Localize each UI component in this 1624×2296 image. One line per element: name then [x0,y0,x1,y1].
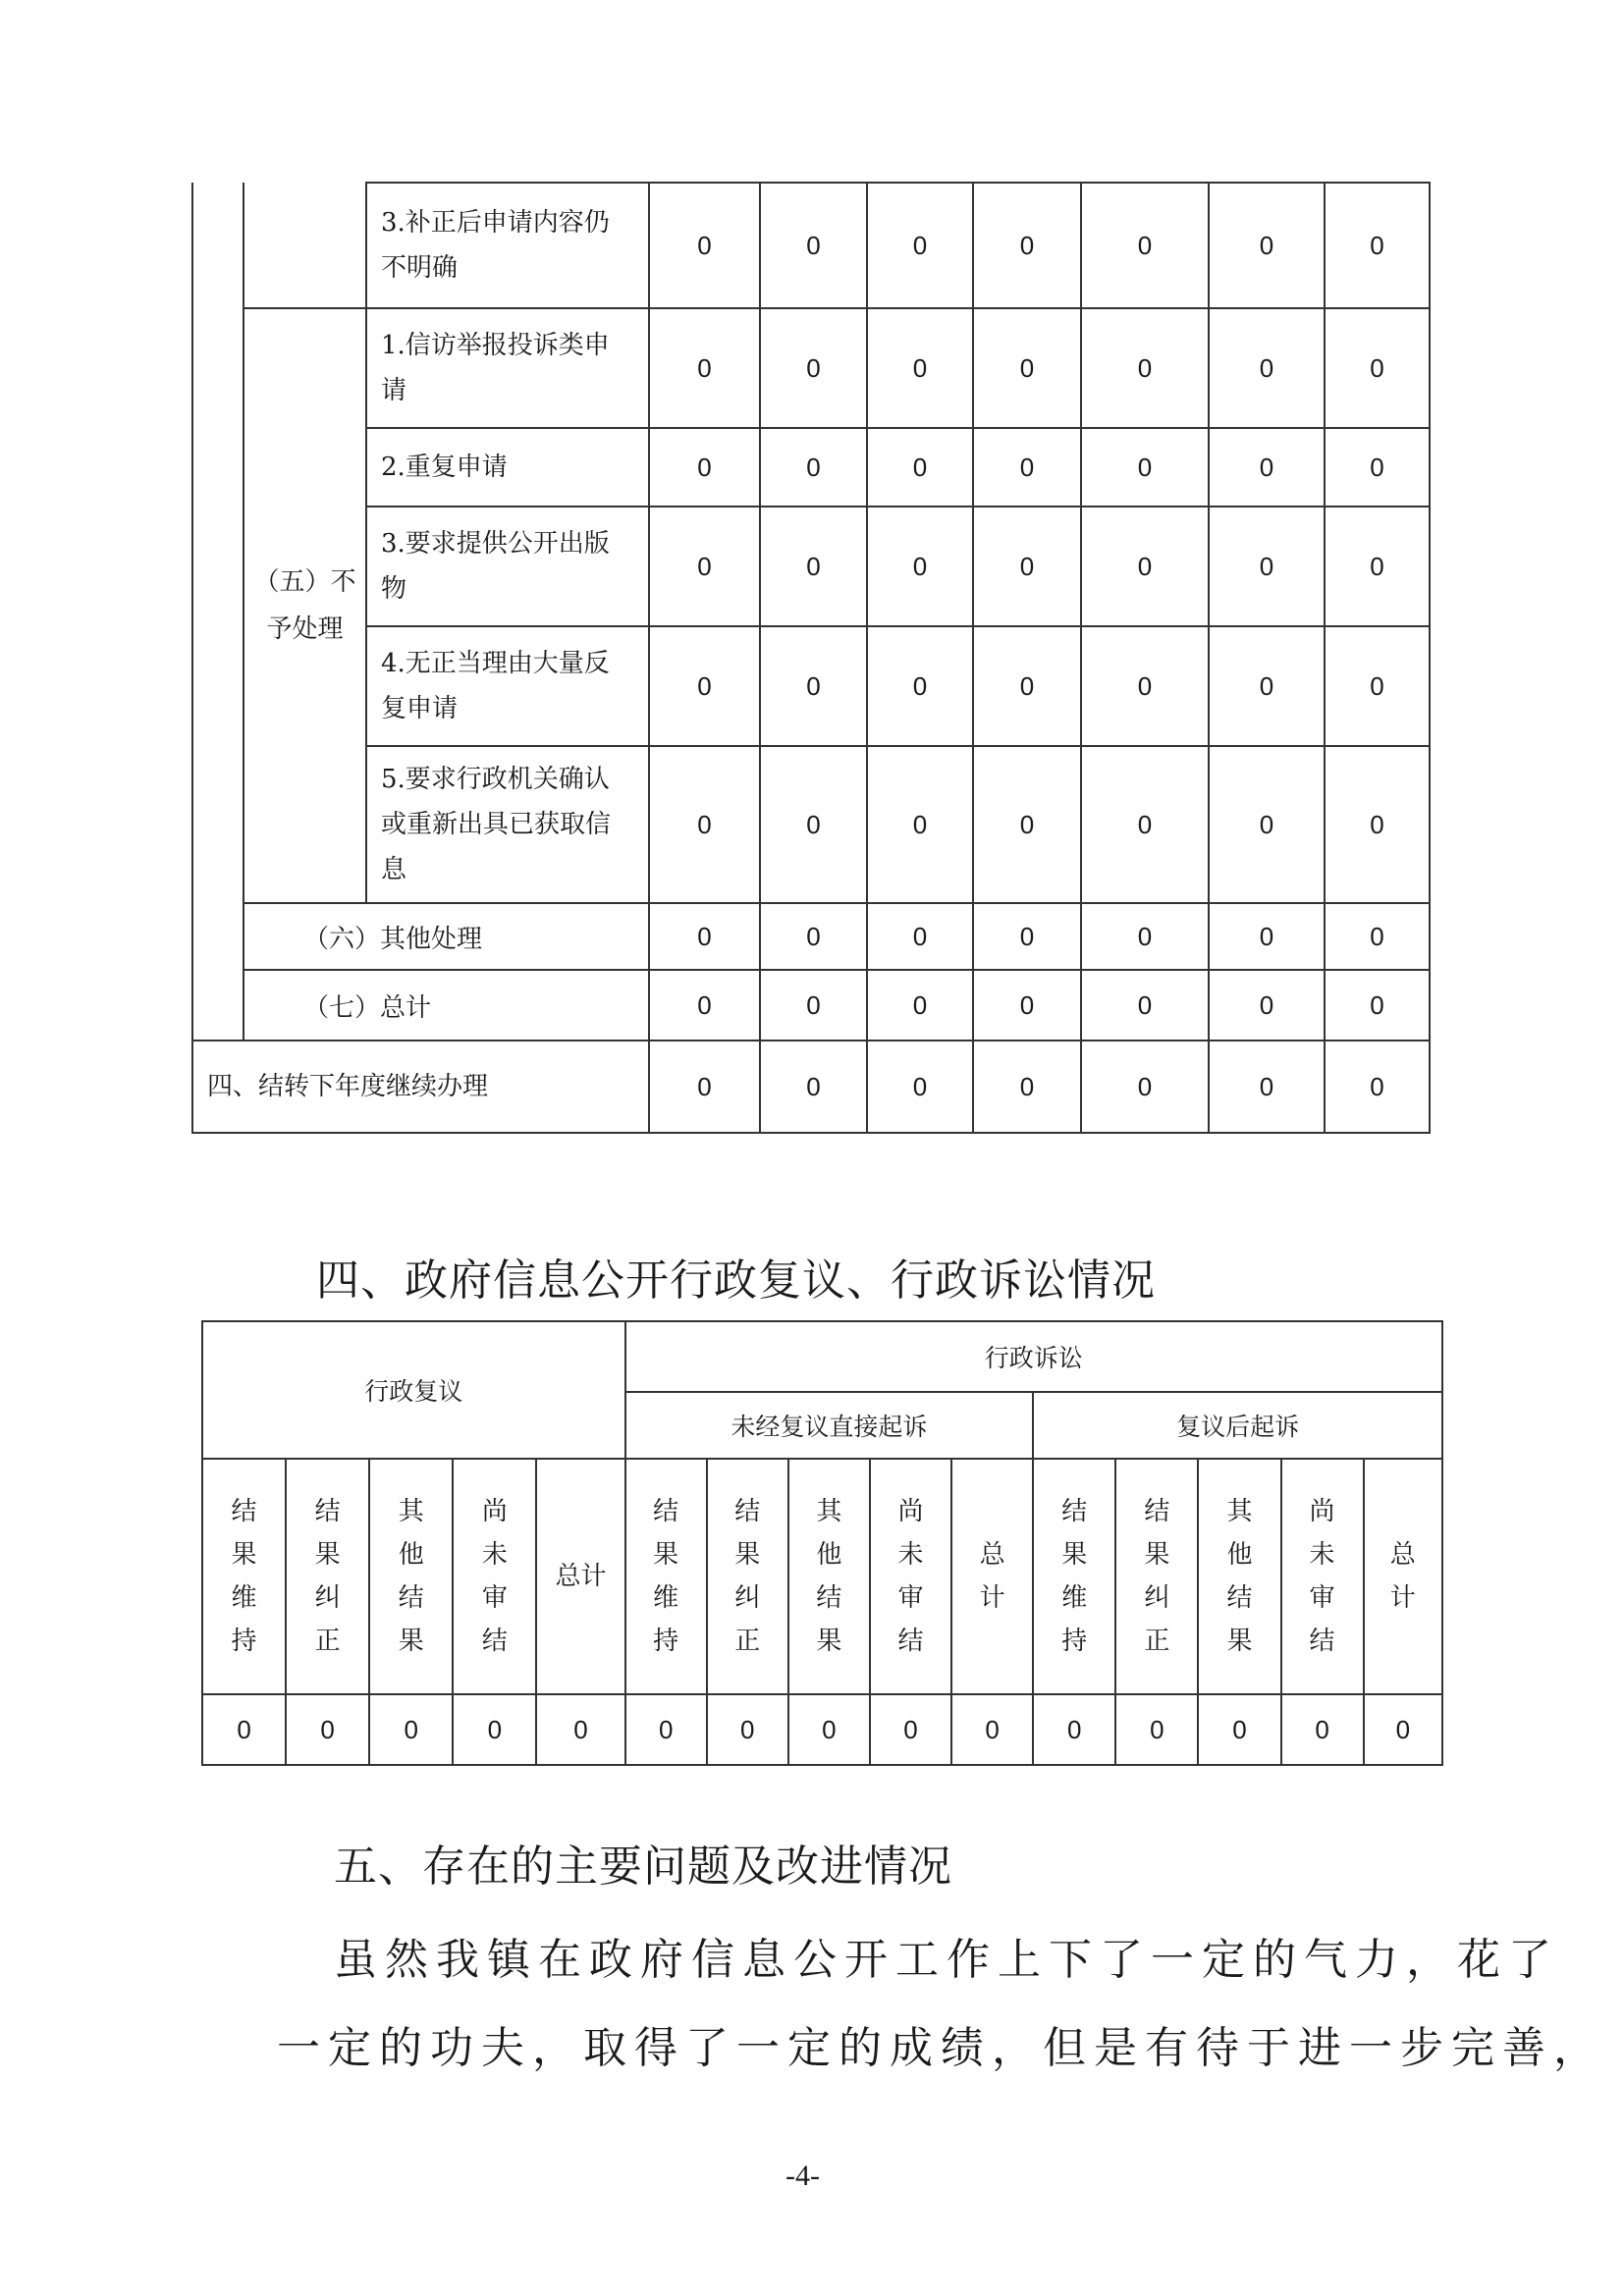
count-cell: 0 [760,308,867,428]
column-header-text: 结果纠正 [1144,1497,1170,1656]
count-cell: 0 [1325,1041,1430,1133]
item-label: 1.信访举报投诉类申请 [366,308,649,428]
count-cell: 0 [951,1694,1033,1765]
count-cell: 0 [453,1694,536,1765]
count-cell: 0 [1081,903,1209,970]
count-cell: 0 [973,428,1081,507]
litigation-header: 行政诉讼 [625,1321,1442,1392]
count-cell: 0 [649,903,760,970]
count-cell: 0 [707,1694,788,1765]
count-cell: 0 [1081,507,1209,626]
column-header [369,1459,453,1694]
column-header-text: 总计 [979,1540,1005,1613]
paragraph-line: 虽然我镇在政府信息公开工作上下了一定的气力，花了 [334,1935,1559,1985]
count-cell: 0 [867,183,973,308]
column-header [1281,1459,1364,1694]
count-cell: 0 [973,183,1081,308]
column-header [1033,1459,1115,1694]
column-header-text: 结果维持 [653,1497,679,1656]
count-cell: 0 [973,1041,1081,1133]
count-cell: 0 [1081,970,1209,1041]
table-row [192,626,1430,746]
item-label: 3.要求提供公开出版物 [366,507,649,626]
count-cell: 0 [867,308,973,428]
count-cell: 0 [867,903,973,970]
count-cell: 0 [1364,1694,1442,1765]
column-header-text: 总计 [555,1562,607,1591]
other-processing-label: （六）其他处理 [244,903,649,970]
count-cell: 0 [870,1694,951,1765]
count-cell: 0 [788,1694,870,1765]
count-cell: 0 [649,308,760,428]
category-five-label: （五）不予处理 [244,308,366,903]
count-cell: 0 [369,1694,453,1765]
column-header-text: 尚未审结 [481,1497,508,1656]
table-row [192,428,1430,507]
count-cell: 0 [1209,746,1325,903]
count-cell: 0 [973,308,1081,428]
count-cell: 0 [1325,308,1430,428]
count-cell: 0 [760,626,867,746]
count-cell: 0 [760,746,867,903]
count-cell: 0 [1281,1694,1364,1765]
count-cell: 0 [1081,1041,1209,1133]
column-header [1198,1459,1280,1694]
count-cell: 0 [202,1694,286,1765]
count-cell: 0 [867,746,973,903]
table-row [192,903,1430,970]
count-cell: 0 [536,1694,624,1765]
count-cell: 0 [867,970,973,1041]
table-row [192,308,1430,428]
count-cell: 0 [625,1694,707,1765]
count-cell: 0 [1325,970,1430,1041]
count-cell: 0 [760,183,867,308]
count-cell: 0 [1115,1694,1198,1765]
count-cell: 0 [1081,428,1209,507]
column-header [625,1459,707,1694]
column-header-text: 结果纠正 [314,1497,341,1656]
item-label: 2.重复申请 [366,428,649,507]
column-header-text: 尚未审结 [1309,1497,1335,1656]
column-header [1364,1459,1442,1694]
count-cell: 0 [1325,507,1430,626]
count-cell: 0 [973,507,1081,626]
item-label: 4.无正当理由大量反复申请 [366,626,649,746]
column-header-text: 结果维持 [231,1497,257,1656]
table-row [192,183,1430,308]
direct-suit-header: 未经复议直接起诉 [625,1392,1034,1459]
count-cell: 0 [1081,183,1209,308]
blank-indent-cell [192,183,244,903]
count-cell: 0 [1325,183,1430,308]
review-header: 行政复议 [202,1321,625,1459]
column-header-text: 其他结果 [816,1497,842,1656]
section4-heading: 四、政府信息公开行政复议、行政诉讼情况 [316,1255,1156,1306]
blank-indent-cell [192,970,244,1041]
after-review-header: 复议后起诉 [1033,1392,1442,1459]
carry-over-label: 四、结转下年度继续办理 [192,1041,649,1133]
blank-category-cell [244,183,366,308]
item-label: 3.补正后申请内容仍不明确 [366,183,649,308]
column-header-text: 结果维持 [1061,1497,1088,1656]
count-cell: 0 [1325,428,1430,507]
count-cell: 0 [649,970,760,1041]
count-cell: 0 [649,507,760,626]
count-cell: 0 [1081,626,1209,746]
column-header-text: 总计 [1389,1540,1416,1613]
table-row [202,1694,1442,1765]
count-cell: 0 [1081,746,1209,903]
count-cell: 0 [760,1041,867,1133]
section5-heading: 五、存在的主要问题及改进情况 [334,1842,952,1892]
column-header [707,1459,788,1694]
column-header [870,1459,951,1694]
count-cell: 0 [1209,308,1325,428]
count-cell: 0 [867,1041,973,1133]
count-cell: 0 [973,903,1081,970]
column-header [202,1459,286,1694]
count-cell: 0 [1209,183,1325,308]
total-label: （七）总计 [244,970,649,1041]
count-cell: 0 [760,903,867,970]
count-cell: 0 [1081,308,1209,428]
count-cell: 0 [1325,903,1430,970]
column-header [453,1459,536,1694]
column-header-text: 其他结果 [398,1497,424,1656]
count-cell: 0 [1209,970,1325,1041]
count-cell: 0 [760,970,867,1041]
count-cell: 0 [1209,626,1325,746]
count-cell: 0 [1209,1041,1325,1133]
table-row [192,746,1430,903]
paragraph-line: 一定的功夫，取得了一定的成绩，但是有待于进一步完善， [277,2023,1604,2073]
table-row [202,1321,1442,1392]
count-cell: 0 [1209,428,1325,507]
count-cell: 0 [973,626,1081,746]
table-row [192,1041,1430,1133]
count-cell: 0 [649,626,760,746]
column-header [951,1459,1033,1694]
column-header [536,1459,624,1694]
column-header-text: 尚未审结 [897,1497,924,1656]
table-row [202,1459,1442,1694]
count-cell: 0 [1325,746,1430,903]
count-cell: 0 [649,1041,760,1133]
count-cell: 0 [1033,1694,1115,1765]
count-cell: 0 [867,507,973,626]
count-cell: 0 [649,428,760,507]
count-cell: 0 [1198,1694,1280,1765]
column-header [286,1459,369,1694]
count-cell: 0 [649,183,760,308]
table-row [192,970,1430,1041]
count-cell: 0 [1209,507,1325,626]
table-row [192,507,1430,626]
count-cell: 0 [1209,903,1325,970]
application-handling-table [191,182,1431,1134]
count-cell: 0 [867,428,973,507]
blank-indent-cell [192,903,244,970]
review-litigation-table [201,1320,1443,1766]
column-header [1115,1459,1198,1694]
count-cell: 0 [1325,626,1430,746]
count-cell: 0 [867,626,973,746]
count-cell: 0 [286,1694,369,1765]
count-cell: 0 [760,428,867,507]
column-header-text: 其他结果 [1226,1497,1253,1656]
count-cell: 0 [760,507,867,626]
page-number: -4- [785,2160,820,2192]
count-cell: 0 [973,746,1081,903]
column-header [788,1459,870,1694]
count-cell: 0 [649,746,760,903]
count-cell: 0 [973,970,1081,1041]
column-header-text: 结果纠正 [734,1497,761,1656]
item-label: 5.要求行政机关确认或重新出具已获取信息 [366,746,649,903]
